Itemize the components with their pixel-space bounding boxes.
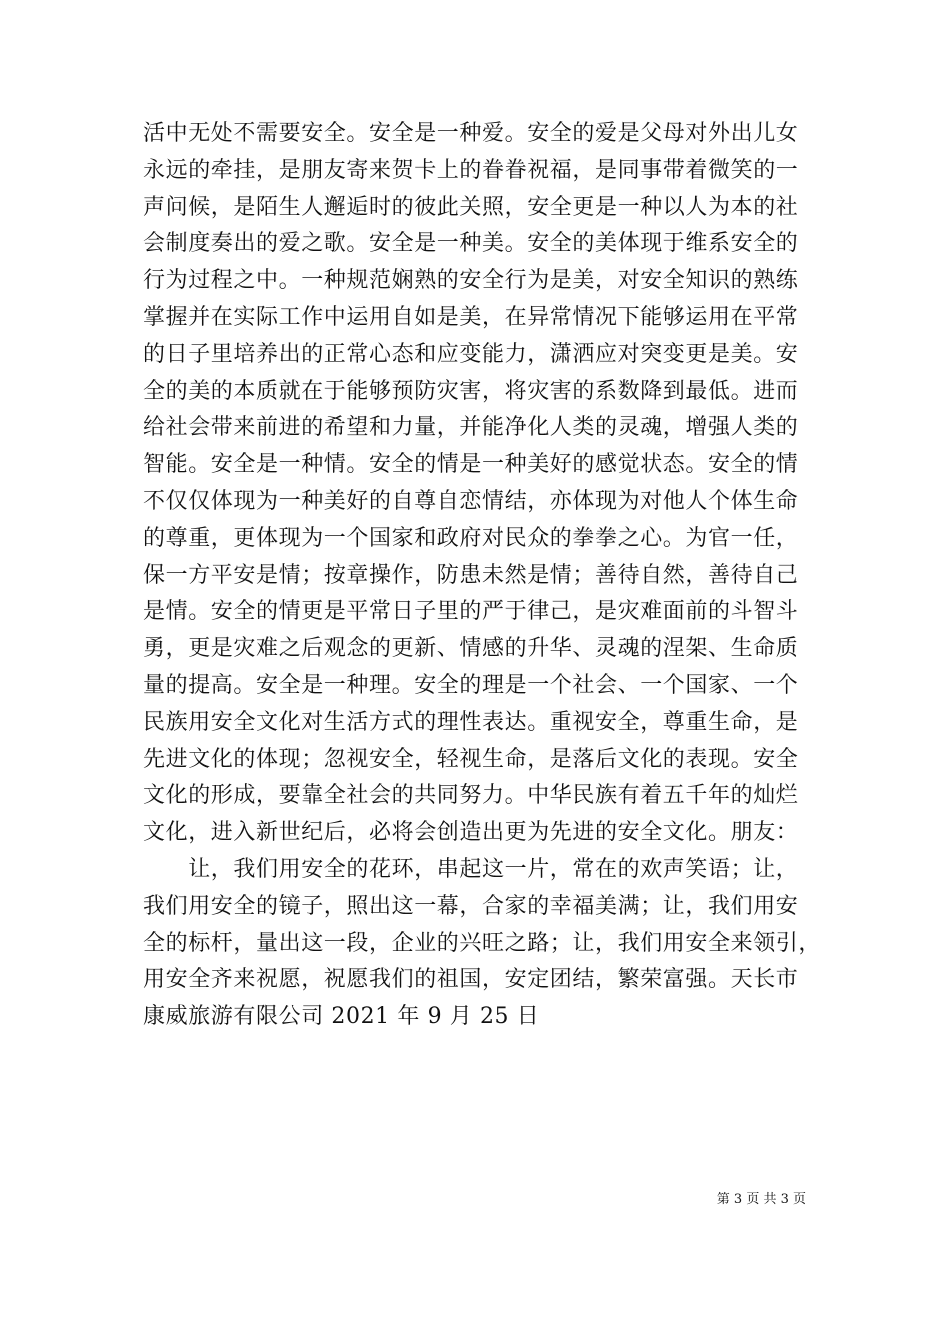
text-line: 永远的牵挂，是朋友寄来贺卡上的眷眷祝福，是同事带着微笑的一 (143, 157, 799, 183)
text-line: 是情。安全的情更是平常日子里的严于律己，是灾难面前的斗智斗 (143, 599, 799, 625)
text-line: 保一方平安是情；按章操作，防患未然是情；善待自然，善待自己 (143, 562, 799, 588)
text-line: 行为过程之中。一种规范娴熟的安全行为是美，对安全知识的熟练 (143, 268, 799, 294)
text-line: 智能。安全是一种情。安全的情是一种美好的感觉状态。安全的情 (143, 452, 799, 478)
text-line: 康威旅游有限公司 2021 年 9 月 25 日 (143, 1004, 540, 1030)
text-line: 文化的形成，要靠全社会的共同努力。中华民族有着五千年的灿烂 (143, 783, 799, 809)
text-line: 给社会带来前进的希望和力量，并能净化人类的灵魂，增强人类的 (143, 415, 799, 441)
text-line: 的日子里培养出的正常心态和应变能力，潇洒应对突变更是美。安 (143, 341, 799, 367)
text-line: 声问候，是陌生人邂逅时的彼此关照，安全更是一种以人为本的社 (143, 194, 799, 220)
text-line: 会制度奏出的爱之歌。安全是一种美。安全的美体现于维系安全的 (143, 231, 799, 257)
text-line: 勇，更是灾难之后观念的更新、情感的升华、灵魂的涅架、生命质 (143, 636, 799, 662)
text-line: 不仅仅体现为一种美好的自尊自恋情结，亦体现为对他人个体生命 (143, 488, 799, 514)
body-text (143, 116, 833, 1036)
text-line: 的尊重，更体现为一个国家和政府对民众的拳拳之心。为官一任， (143, 525, 799, 551)
text-line: 让，我们用安全的花环，串起这一片，常在的欢声笑语；让， (143, 856, 799, 882)
text-line: 全的美的本质就在于能够预防灾害，将灾害的系数降到最低。进而 (143, 378, 799, 404)
page-number-footer: 第 3 页 共 3 页 (716, 1192, 806, 1207)
text-line: 我们用安全的镜子，照出这一幕，合家的幸福美满；让，我们用安 (143, 893, 799, 919)
text-line: 掌握并在实际工作中运用自如是美，在异常情况下能够运用在平常 (143, 304, 799, 330)
text-line: 全的标杆，量出这一段，企业的兴旺之路；让，我们用安全来领引， (143, 930, 822, 956)
text-line: 文化，进入新世纪后，必将会创造出更为先进的安全文化。朋友： (143, 820, 799, 846)
text-line: 用安全齐来祝愿，祝愿我们的祖国，安定团结，繁荣富强。天长市 (143, 967, 799, 993)
text-line: 先进文化的体现；忽视安全，轻视生命，是落后文化的表现。安全 (143, 746, 799, 772)
text-line: 活中无处不需要安全。安全是一种爱。安全的爱是父母对外出儿女 (143, 121, 799, 146)
text-line: 民族用安全文化对生活方式的理性表达。重视安全，尊重生命，是 (143, 709, 799, 735)
text-line: 量的提高。安全是一种理。安全的理是一个社会、一个国家、一个 (143, 672, 799, 698)
